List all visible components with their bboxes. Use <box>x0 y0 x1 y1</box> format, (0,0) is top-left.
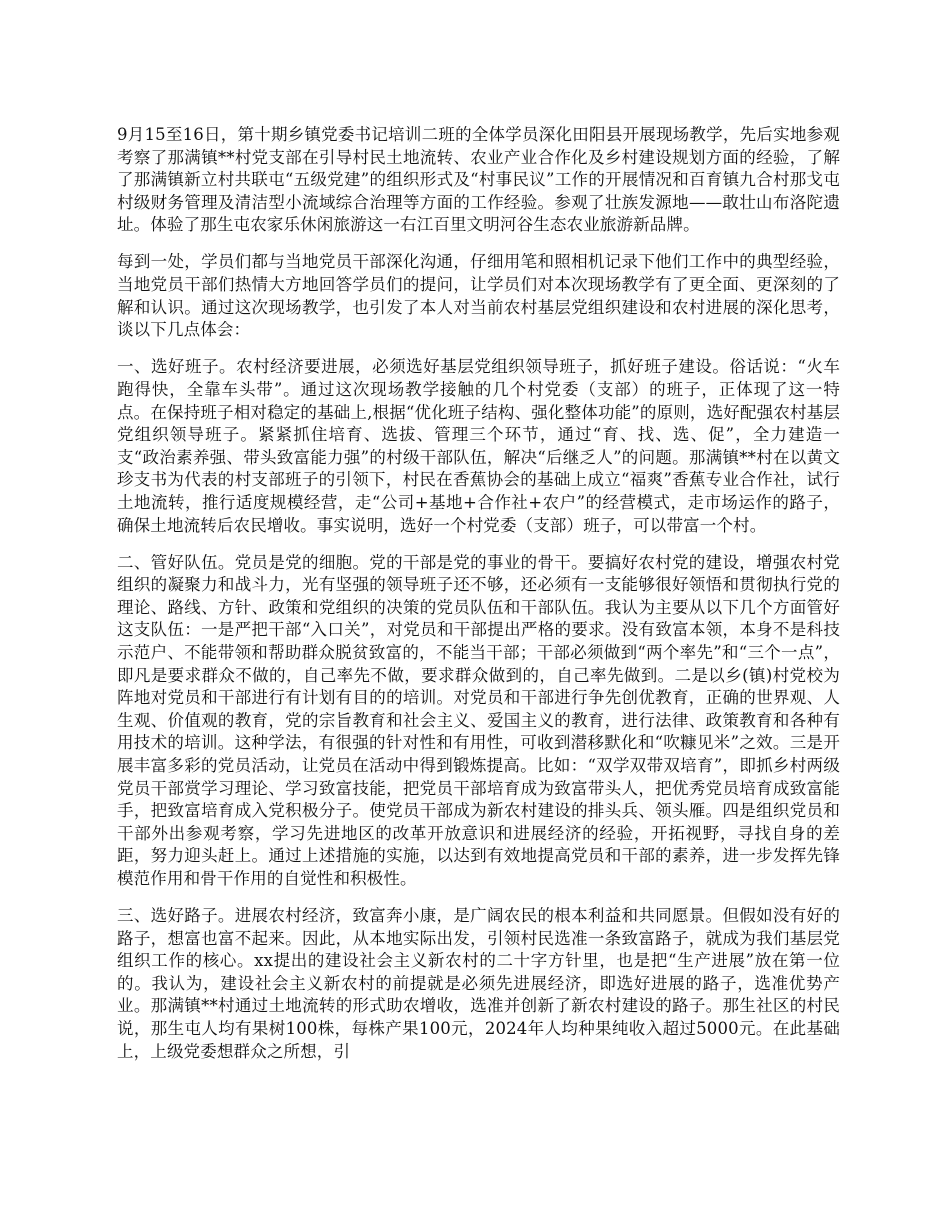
paragraph-manage-team: 二、管好队伍。党员是党的细胞。党的干部是党的事业的骨干。要搞好农村党的建设，增强农村党组织的凝聚力和战斗力，光有坚强的领导班子还不够，还必须有一支能够很好领悟和贯彻执行党的理论、路线、方针、政策和党组织的决策的党员队伍和干部队伍。我认为主要从以下几个方面管好这支队伍：一是严把干部“入口关”，对党员和干部提出严格的要求。没有致富本领，本身不是科技示范户、不能带领和帮助群众脱贫致富的，不能当干部；干部必须做到“两个率先”和“三个一点”，即凡是要求群众不做的，自己率先不做，要求群众做到的，自己率先做到。二是以乡(镇)村党校为阵地对党员和干部进行有计划有目的的培训。对党员和干部进行争先创优教育，正确的世界观、人生观、价值观的教育，党的宗旨教育和社会主义、爱国主义的教育，进行法律、政策教育和各种有用技术的培训。这种学法，有很强的针对性和有用性，可收到潜移默化和“吹糠见米”之效。三是开展丰富多彩的党员活动，让党员在活动中得到锻炼提高。比如：“双学双带双培育”，即抓乡村两级党员干部赏学习理论、学习致富技能，把党员干部培育成为致富带头人，把优秀党员培育成致富能手，把致富培育成入党积极分子。使党员干部成为新农村建设的排头兵、领头雁。四是组织党员和干部外出参观考察，学习先进地区的改革开放意识和进展经济的经验，开拓视野，寻找自身的差距，努力迎头赶上。通过上述措施的实施，以达到有效地提高党员和干部的素养，进一步发挥先锋模范作用和骨干作用的自觉性和积极性。 <box>117 552 840 888</box>
paragraph-exchange: 每到一处，学员们都与当地党员干部深化沟通，仔细用笔和照相机记录下他们工作中的典型经验，当地党员干部们热情大方地回答学员们的提问，让学员们对本次现场教学有了更全面、更深刻的了解和认识。通过这次现场教学，也引发了本人对当前农村基层党组织建设和农村进展的深化思考，谈以下几点体会： <box>117 252 840 340</box>
paragraph-choose-path: 三、选好路子。进展农村经济，致富奔小康，是广阔农民的根本利益和共同愿景。但假如没有好的路子，想富也富不起来。因此，从本地实际出发，引领村民选准一条致富路子，就成为我们基层党组织工作的核心。xx提出的建设社会主义新农村的二十字方针里，也是把“生产进展”放在第一位的。我认为，建设社会主义新农村的前提就是必须先进展经济，即选好进展的路子，选准优势产业。那满镇**村通过土地流转的形式助农增收，选准并创新了新农村建设的路子。那生社区的村民说，那生屯人均有果树100株，每株产果100元，2024年人均种果纯收入超过5000元。在此基础上，上级党委想群众之所想，引 <box>117 906 840 1061</box>
paragraph-intro: 9月15至16日，第十期乡镇党委书记培训二班的全体学员深化田阳县开展现场教学，先后实地参观考察了那满镇**村党支部在引导村民土地流转、农业产业合作化及乡村建设规划方面的经验，了解了那满镇新立村共联屯“五级党建”的组织形式及“村事民议”工作的开展情况和百育镇九合村那戈屯村级财务管理及清洁型小流域综合治理等方面的工作经验。参观了壮族发源地——敢壮山布洛陀遗址。体验了那生屯农家乐休闲旅游这一右江百里文明河谷生态农业旅游新品牌。 <box>117 125 840 235</box>
document-page <box>117 124 840 1078</box>
paragraph-choose-team: 一、选好班子。农村经济要进展，必须选好基层党组织领导班子，抓好班子建设。俗话说：“火车跑得快，全靠车头带”。通过这次现场教学接触的几个村党委（支部）的班子，正体现了这一特点。在保持班子相对稳定的基础上,根据“优化班子结构、强化整体功能”的原则，选好配强农村基层党组织领导班子。紧紧抓住培育、选拔、管理三个环节，通过“育、找、选、促”，全力建造一支“政治素养强、带头致富能力强”的村级干部队伍，解决“后继乏人”的问题。那满镇**村在以黄文珍支书为代表的村支部班子的引领下，村民在香蕉协会的基础上成立“福爽”香蕉专业合作社，试行土地流转，推行适度规模经营，走“公司+基地+合作社+农户”的经营模式，走市场运作的路子，确保土地流转后农民增收。事实说明，选好一个村党委（支部）班子，可以带富一个村。 <box>117 357 840 535</box>
